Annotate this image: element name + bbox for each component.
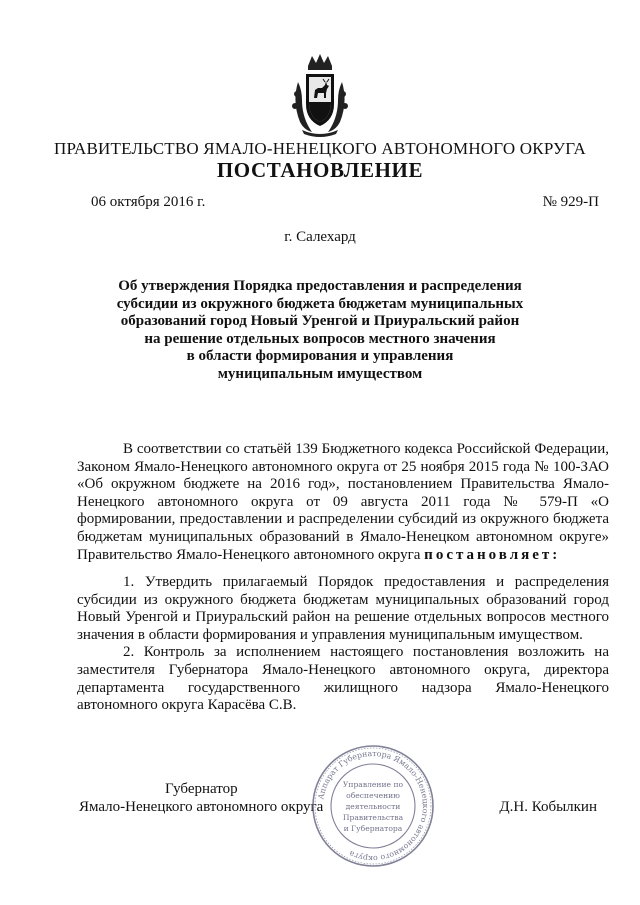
resolution-items xyxy=(77,574,609,715)
resolution-item-1: 1. Утвердить прилагаемый Порядок предоставления и распределения субсидии из окружного бюджета бюджетам муниципальных образований город Новый Уренгой и Приуральский район на решение отдельных вопросов местного значения в области формирования и управления муниципальным имуществом. xyxy=(77,574,609,643)
coat-of-arms-icon xyxy=(288,52,352,138)
stamp-center-line: Управление по xyxy=(342,780,404,789)
stamp-center-line: деятельности xyxy=(345,802,401,811)
title-line: муниципальным имуществом xyxy=(217,365,423,382)
signatory-position-line2: Ямало-Ненецкого автономного округа xyxy=(79,799,324,815)
stamp-center-line: обеспечению xyxy=(346,791,400,800)
document-date: 06 октября 2016 г. xyxy=(91,194,206,210)
stamp-center-line: и Губернатора xyxy=(343,824,403,833)
signatory-name: Д.Н. Кобылкин xyxy=(499,799,597,815)
preamble xyxy=(77,441,609,564)
title-line: образований город Новый Уренгой и Приуральский район xyxy=(120,313,520,329)
title-line: субсидии из окружного бюджета бюджетам муниципальных xyxy=(116,295,524,312)
official-stamp xyxy=(310,743,436,869)
preamble-text: В соответствии со статьёй 139 Бюджетного кодекса Российской Федерации, Законом Ямало-Ненецкого автономного округа от 25 ноября 2015 года № 100-ЗАО «Об окружном бюджете на 2016 год», постановлением Правительства Ямало-Ненецкого автономного округа от 09 августа 2011 года № 579-П «О формировании, предоставлении и распределении субсидий из окружного бюджета бюджетам муниципальных образований в Ямало-Ненецком автономном округе» Правительство Ямало-Ненецкого автономного округа xyxy=(77,441,609,563)
document-city: г. Салехард xyxy=(284,229,356,245)
title-line: на решение отдельных вопросов местного значения xyxy=(144,330,496,347)
title-line: в области формирования и управления xyxy=(186,348,454,364)
signatory-position-line1: Губернатор xyxy=(165,781,238,797)
document-type: ПОСТАНОВЛЕНИЕ xyxy=(216,158,424,182)
preamble-paragraph xyxy=(77,441,609,564)
resolving-verb: постановляет: xyxy=(424,546,561,563)
organization-name: ПРАВИТЕЛЬСТВО ЯМАЛО-НЕНЕЦКОГО АВТОНОМНОГО ОКРУГА xyxy=(54,139,586,158)
resolution-item-2: 2. Контроль за исполнением настоящего постановления возложить на заместителя Губернатора Ямало-Ненецкого автономного округа, директора департамента государственного жилищного надзора Ямало-Ненецкого автономного округа Карасёва С.В. xyxy=(77,644,609,714)
stamp-ring-text: Аппарат Губернатора Ямало-Ненецкого автономного округа xyxy=(316,748,431,864)
document-number: № 929-П xyxy=(542,194,599,210)
stamp-center-line: Правительства xyxy=(342,813,404,822)
title-line: Об утверждения Порядка предоставления и распределения xyxy=(118,278,522,294)
document-title xyxy=(110,278,530,383)
